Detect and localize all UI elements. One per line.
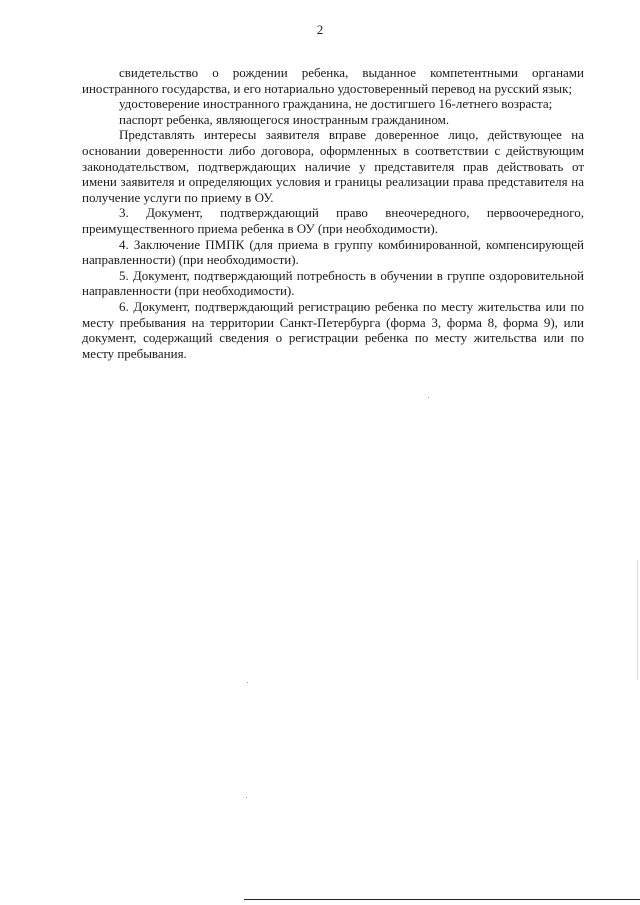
paragraph-item-5: 5. Документ, подтверждающий потребность в обучении в группе оздоровительной направленности (при необходимости). (82, 267, 584, 299)
paragraph-representative: Представлять интересы заявителя вправе доверенное лицо, действующее на основании доверенности либо договора, оформленных в соответствии с действующим законодательством, подтверждающих наличие у представителя прав действовать от имени заявителя и определяющих условия и границы реализации права представителя на получение услуги по приему в ОУ. (82, 127, 584, 205)
scan-speck (247, 682, 248, 683)
paragraph-birth-certificate: свидетельство о рождении ребенка, выданное компетентными органами иностранного государства, и его нотариально удостоверенный перевод на русский язык; (82, 65, 584, 96)
scan-edge-shadow (637, 560, 638, 680)
paragraph-item-4: 4. Заключение ПМПК (для приема в группу комбинированной, компенсирующей направленности) (при необходимости). (82, 236, 584, 268)
paragraph-item-6: 6. Документ, подтверждающий регистрацию ребенка по месту жительства или по месту пребывания на территории Санкт-Петербурга (форма 3, форма 8, форма 9), или документ, содержащий сведения о регистрации ребенка по месту жительства или по месту пребывания. (82, 298, 584, 361)
bottom-rule (244, 899, 640, 900)
document-body (82, 65, 584, 361)
scan-speck (428, 397, 429, 398)
page-number: 2 (316, 22, 324, 37)
paragraph-item-3: 3. Документ, подтверждающий право внеочередного, первоочередного, преимущественного приема ребенка в ОУ (при необходимости). (82, 205, 584, 236)
scan-speck (246, 797, 247, 798)
paragraph-passport: паспорт ребенка, являющегося иностранным гражданином. (119, 111, 450, 127)
paragraph-foreign-id: удостоверение иностранного гражданина, не достигшего 16-летнего возраста; (119, 96, 553, 112)
